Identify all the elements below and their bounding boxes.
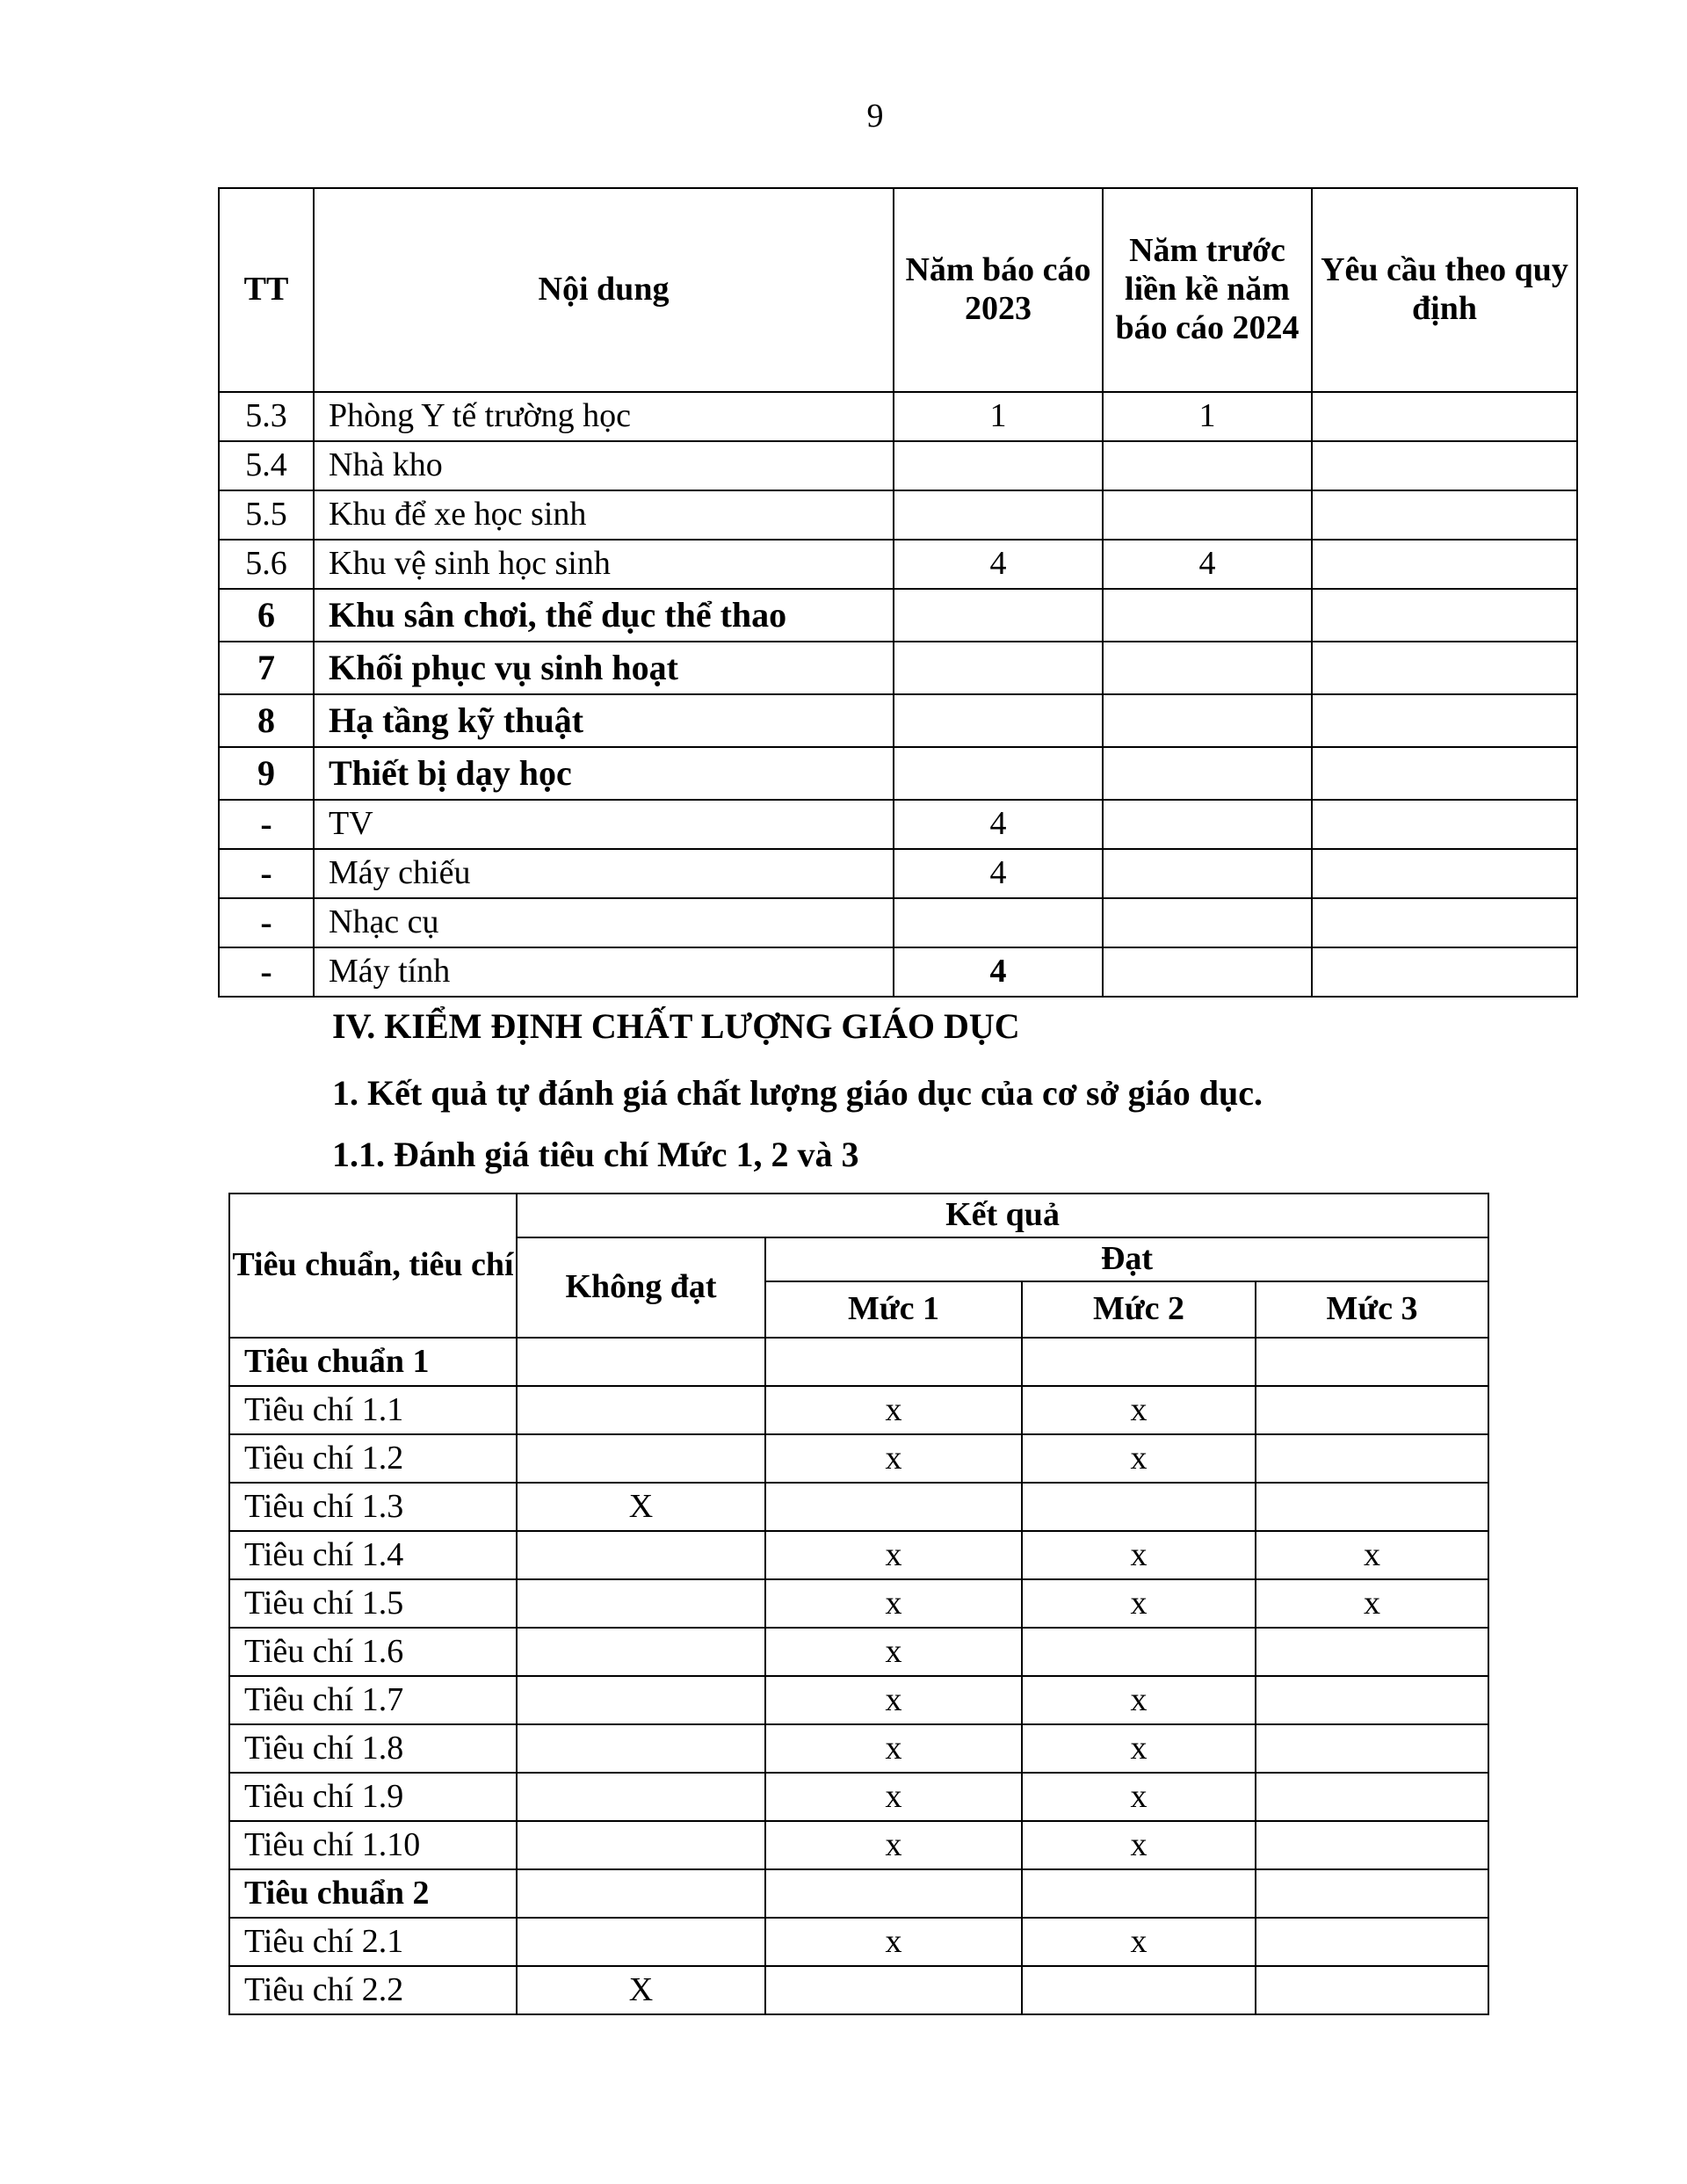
cell-year-prev: [1103, 800, 1312, 849]
cell-requirement: [1312, 490, 1577, 540]
cell-requirement: [1312, 694, 1577, 747]
header-level-3: Mức 3: [1256, 1281, 1488, 1338]
cell-level-1: x: [765, 1434, 1022, 1483]
table-row: [229, 1773, 1488, 1821]
cell-level-2: x: [1022, 1821, 1256, 1869]
criteria-evaluation-table: [228, 1193, 1489, 2015]
section-heading-iv: IV. KIỂM ĐỊNH CHẤT LƯỢNG GIÁO DỤC: [332, 1006, 1020, 1046]
cell-year-report: [894, 747, 1103, 800]
cell-not-achieved: [517, 1434, 765, 1483]
cell-level-1: x: [765, 1724, 1022, 1773]
cell-year-prev: [1103, 898, 1312, 947]
cell-tt: 5.5: [219, 490, 314, 540]
table-row: [219, 540, 1577, 589]
header-tt: TT: [219, 188, 314, 392]
cell-label: Tiêu chí 1.9: [229, 1773, 517, 1821]
cell-content: Nhạc cụ: [314, 898, 894, 947]
section-heading-1: 1. Kết quả tự đánh giá chất lượng giáo dục của cơ sở giáo dục.: [332, 1073, 1263, 1113]
cell-label: Tiêu chí 2.2: [229, 1966, 517, 2014]
table-row: [229, 1579, 1488, 1628]
cell-year-report: [894, 490, 1103, 540]
cell-label: Tiêu chí 1.5: [229, 1579, 517, 1628]
cell-label: Tiêu chí 1.2: [229, 1434, 517, 1483]
cell-level-2: x: [1022, 1579, 1256, 1628]
cell-year-prev: [1103, 441, 1312, 490]
cell-tt: -: [219, 800, 314, 849]
cell-level-1: [765, 1869, 1022, 1918]
cell-level-2: x: [1022, 1676, 1256, 1724]
cell-label: Tiêu chí 2.1: [229, 1918, 517, 1966]
header-level-2: Mức 2: [1022, 1281, 1256, 1338]
cell-label: Tiêu chí 1.4: [229, 1531, 517, 1579]
cell-requirement: [1312, 642, 1577, 694]
cell-level-2: [1022, 1338, 1256, 1386]
cell-level-3: [1256, 1338, 1488, 1386]
table-row-standard: [229, 1338, 1488, 1386]
cell-year-prev: [1103, 849, 1312, 898]
cell-requirement: [1312, 800, 1577, 849]
table-row: [219, 800, 1577, 849]
cell-level-1: x: [765, 1386, 1022, 1434]
header-achieved: Đạt: [765, 1237, 1488, 1281]
table-row-standard: [229, 1869, 1488, 1918]
page-number: 9: [866, 98, 884, 134]
cell-level-3: x: [1256, 1531, 1488, 1579]
cell-not-achieved: [517, 1628, 765, 1676]
cell-tt: 9: [219, 747, 314, 800]
cell-content: Khu sân chơi, thể dục thể thao: [314, 589, 894, 642]
cell-level-2: [1022, 1966, 1256, 2014]
cell-level-2: x: [1022, 1773, 1256, 1821]
cell-content: Khối phục vụ sinh hoạt: [314, 642, 894, 694]
table-row: [229, 1628, 1488, 1676]
table-row-section: [219, 747, 1577, 800]
cell-content: Máy tính: [314, 947, 894, 997]
cell-year-report: [894, 694, 1103, 747]
header-year-prev: Năm trước liền kề năm báo cáo 2024: [1103, 188, 1312, 392]
cell-year-prev: [1103, 589, 1312, 642]
cell-requirement: [1312, 589, 1577, 642]
cell-requirement: [1312, 392, 1577, 441]
header-year-report: Năm báo cáo 2023: [894, 188, 1103, 392]
cell-requirement: [1312, 540, 1577, 589]
cell-content: Nhà kho: [314, 441, 894, 490]
cell-tt: 5.6: [219, 540, 314, 589]
cell-label: Tiêu chuẩn 2: [229, 1869, 517, 1918]
cell-year-prev: [1103, 694, 1312, 747]
table-row: [229, 1724, 1488, 1773]
cell-tt: 5.4: [219, 441, 314, 490]
cell-level-1: [765, 1483, 1022, 1531]
section-heading-1-1: 1.1. Đánh giá tiêu chí Mức 1, 2 và 3: [332, 1135, 859, 1174]
cell-year-prev: [1103, 747, 1312, 800]
header-result: Kết quả: [517, 1194, 1488, 1237]
cell-not-achieved: [517, 1386, 765, 1434]
table-row: [229, 1821, 1488, 1869]
cell-year-prev: [1103, 490, 1312, 540]
cell-tt: 5.3: [219, 392, 314, 441]
cell-tt: -: [219, 947, 314, 997]
cell-year-prev: [1103, 947, 1312, 997]
table-row-section: [219, 642, 1577, 694]
cell-label: Tiêu chí 1.8: [229, 1724, 517, 1773]
cell-level-3: [1256, 1483, 1488, 1531]
cell-level-1: x: [765, 1821, 1022, 1869]
table-row: [219, 947, 1577, 997]
header-content: Nội dung: [314, 188, 894, 392]
cell-level-1: x: [765, 1676, 1022, 1724]
cell-requirement: [1312, 747, 1577, 800]
table-row: [219, 490, 1577, 540]
header-requirement: Yêu cầu theo quy định: [1312, 188, 1577, 392]
table-row: [219, 849, 1577, 898]
cell-not-achieved: [517, 1579, 765, 1628]
table-row: [219, 441, 1577, 490]
cell-level-2: x: [1022, 1386, 1256, 1434]
cell-year-report: [894, 898, 1103, 947]
cell-year-report: [894, 589, 1103, 642]
cell-level-1: [765, 1338, 1022, 1386]
cell-year-report: 1: [894, 392, 1103, 441]
cell-level-3: [1256, 1434, 1488, 1483]
cell-level-3: [1256, 1966, 1488, 2014]
cell-requirement: [1312, 898, 1577, 947]
cell-level-1: x: [765, 1918, 1022, 1966]
cell-year-report: 4: [894, 800, 1103, 849]
cell-year-prev: [1103, 642, 1312, 694]
cell-level-2: x: [1022, 1724, 1256, 1773]
cell-content: Hạ tầng kỹ thuật: [314, 694, 894, 747]
cell-level-2: x: [1022, 1434, 1256, 1483]
table-row: [229, 1531, 1488, 1579]
cell-content: Máy chiếu: [314, 849, 894, 898]
cell-requirement: [1312, 849, 1577, 898]
cell-year-report: 4: [894, 947, 1103, 997]
cell-level-2: [1022, 1628, 1256, 1676]
cell-level-2: x: [1022, 1918, 1256, 1966]
cell-content: TV: [314, 800, 894, 849]
cell-level-1: x: [765, 1773, 1022, 1821]
table-row: [229, 1483, 1488, 1531]
cell-year-prev: 1: [1103, 392, 1312, 441]
header-level-1: Mức 1: [765, 1281, 1022, 1338]
cell-level-1: x: [765, 1579, 1022, 1628]
table-row-section: [219, 589, 1577, 642]
cell-level-3: [1256, 1628, 1488, 1676]
cell-not-achieved: [517, 1821, 765, 1869]
header-not-achieved: Không đạt: [517, 1237, 765, 1338]
cell-label: Tiêu chí 1.7: [229, 1676, 517, 1724]
table-header-row: [219, 188, 1577, 392]
cell-requirement: [1312, 947, 1577, 997]
cell-tt: 7: [219, 642, 314, 694]
cell-level-3: [1256, 1869, 1488, 1918]
cell-content: Phòng Y tế trường học: [314, 392, 894, 441]
table-row: [229, 1434, 1488, 1483]
cell-content: Thiết bị dạy học: [314, 747, 894, 800]
cell-level-2: x: [1022, 1531, 1256, 1579]
table-row-section: [219, 694, 1577, 747]
cell-level-1: x: [765, 1531, 1022, 1579]
cell-content: Khu vệ sinh học sinh: [314, 540, 894, 589]
cell-content: Khu để xe học sinh: [314, 490, 894, 540]
cell-level-3: x: [1256, 1579, 1488, 1628]
cell-not-achieved: [517, 1918, 765, 1966]
cell-label: Tiêu chí 1.1: [229, 1386, 517, 1434]
cell-year-report: 4: [894, 849, 1103, 898]
cell-not-achieved: [517, 1676, 765, 1724]
cell-level-3: [1256, 1918, 1488, 1966]
table-row: [229, 1676, 1488, 1724]
cell-tt: -: [219, 898, 314, 947]
cell-not-achieved: [517, 1724, 765, 1773]
table-row: [229, 1966, 1488, 2014]
cell-level-3: [1256, 1773, 1488, 1821]
cell-tt: 6: [219, 589, 314, 642]
cell-label: Tiêu chí 1.3: [229, 1483, 517, 1531]
facilities-table: [218, 187, 1578, 998]
cell-tt: -: [219, 849, 314, 898]
cell-year-prev: 4: [1103, 540, 1312, 589]
cell-level-3: [1256, 1821, 1488, 1869]
cell-level-1: x: [765, 1628, 1022, 1676]
cell-label: Tiêu chí 1.10: [229, 1821, 517, 1869]
cell-not-achieved: X: [517, 1966, 765, 2014]
cell-label: Tiêu chuẩn 1: [229, 1338, 517, 1386]
cell-level-1: [765, 1966, 1022, 2014]
cell-year-report: [894, 441, 1103, 490]
cell-requirement: [1312, 441, 1577, 490]
cell-not-achieved: [517, 1773, 765, 1821]
cell-year-report: [894, 642, 1103, 694]
cell-level-2: [1022, 1869, 1256, 1918]
cell-level-3: [1256, 1676, 1488, 1724]
table-row: [229, 1918, 1488, 1966]
cell-tt: 8: [219, 694, 314, 747]
table-row: [219, 898, 1577, 947]
cell-level-3: [1256, 1386, 1488, 1434]
cell-label: Tiêu chí 1.6: [229, 1628, 517, 1676]
cell-not-achieved: [517, 1531, 765, 1579]
cell-not-achieved: [517, 1338, 765, 1386]
table-row: [219, 392, 1577, 441]
cell-year-report: 4: [894, 540, 1103, 589]
header-criteria: Tiêu chuẩn, tiêu chí: [229, 1194, 517, 1338]
table-row: [229, 1386, 1488, 1434]
cell-level-2: [1022, 1483, 1256, 1531]
cell-not-achieved: [517, 1869, 765, 1918]
cell-not-achieved: X: [517, 1483, 765, 1531]
cell-level-3: [1256, 1724, 1488, 1773]
